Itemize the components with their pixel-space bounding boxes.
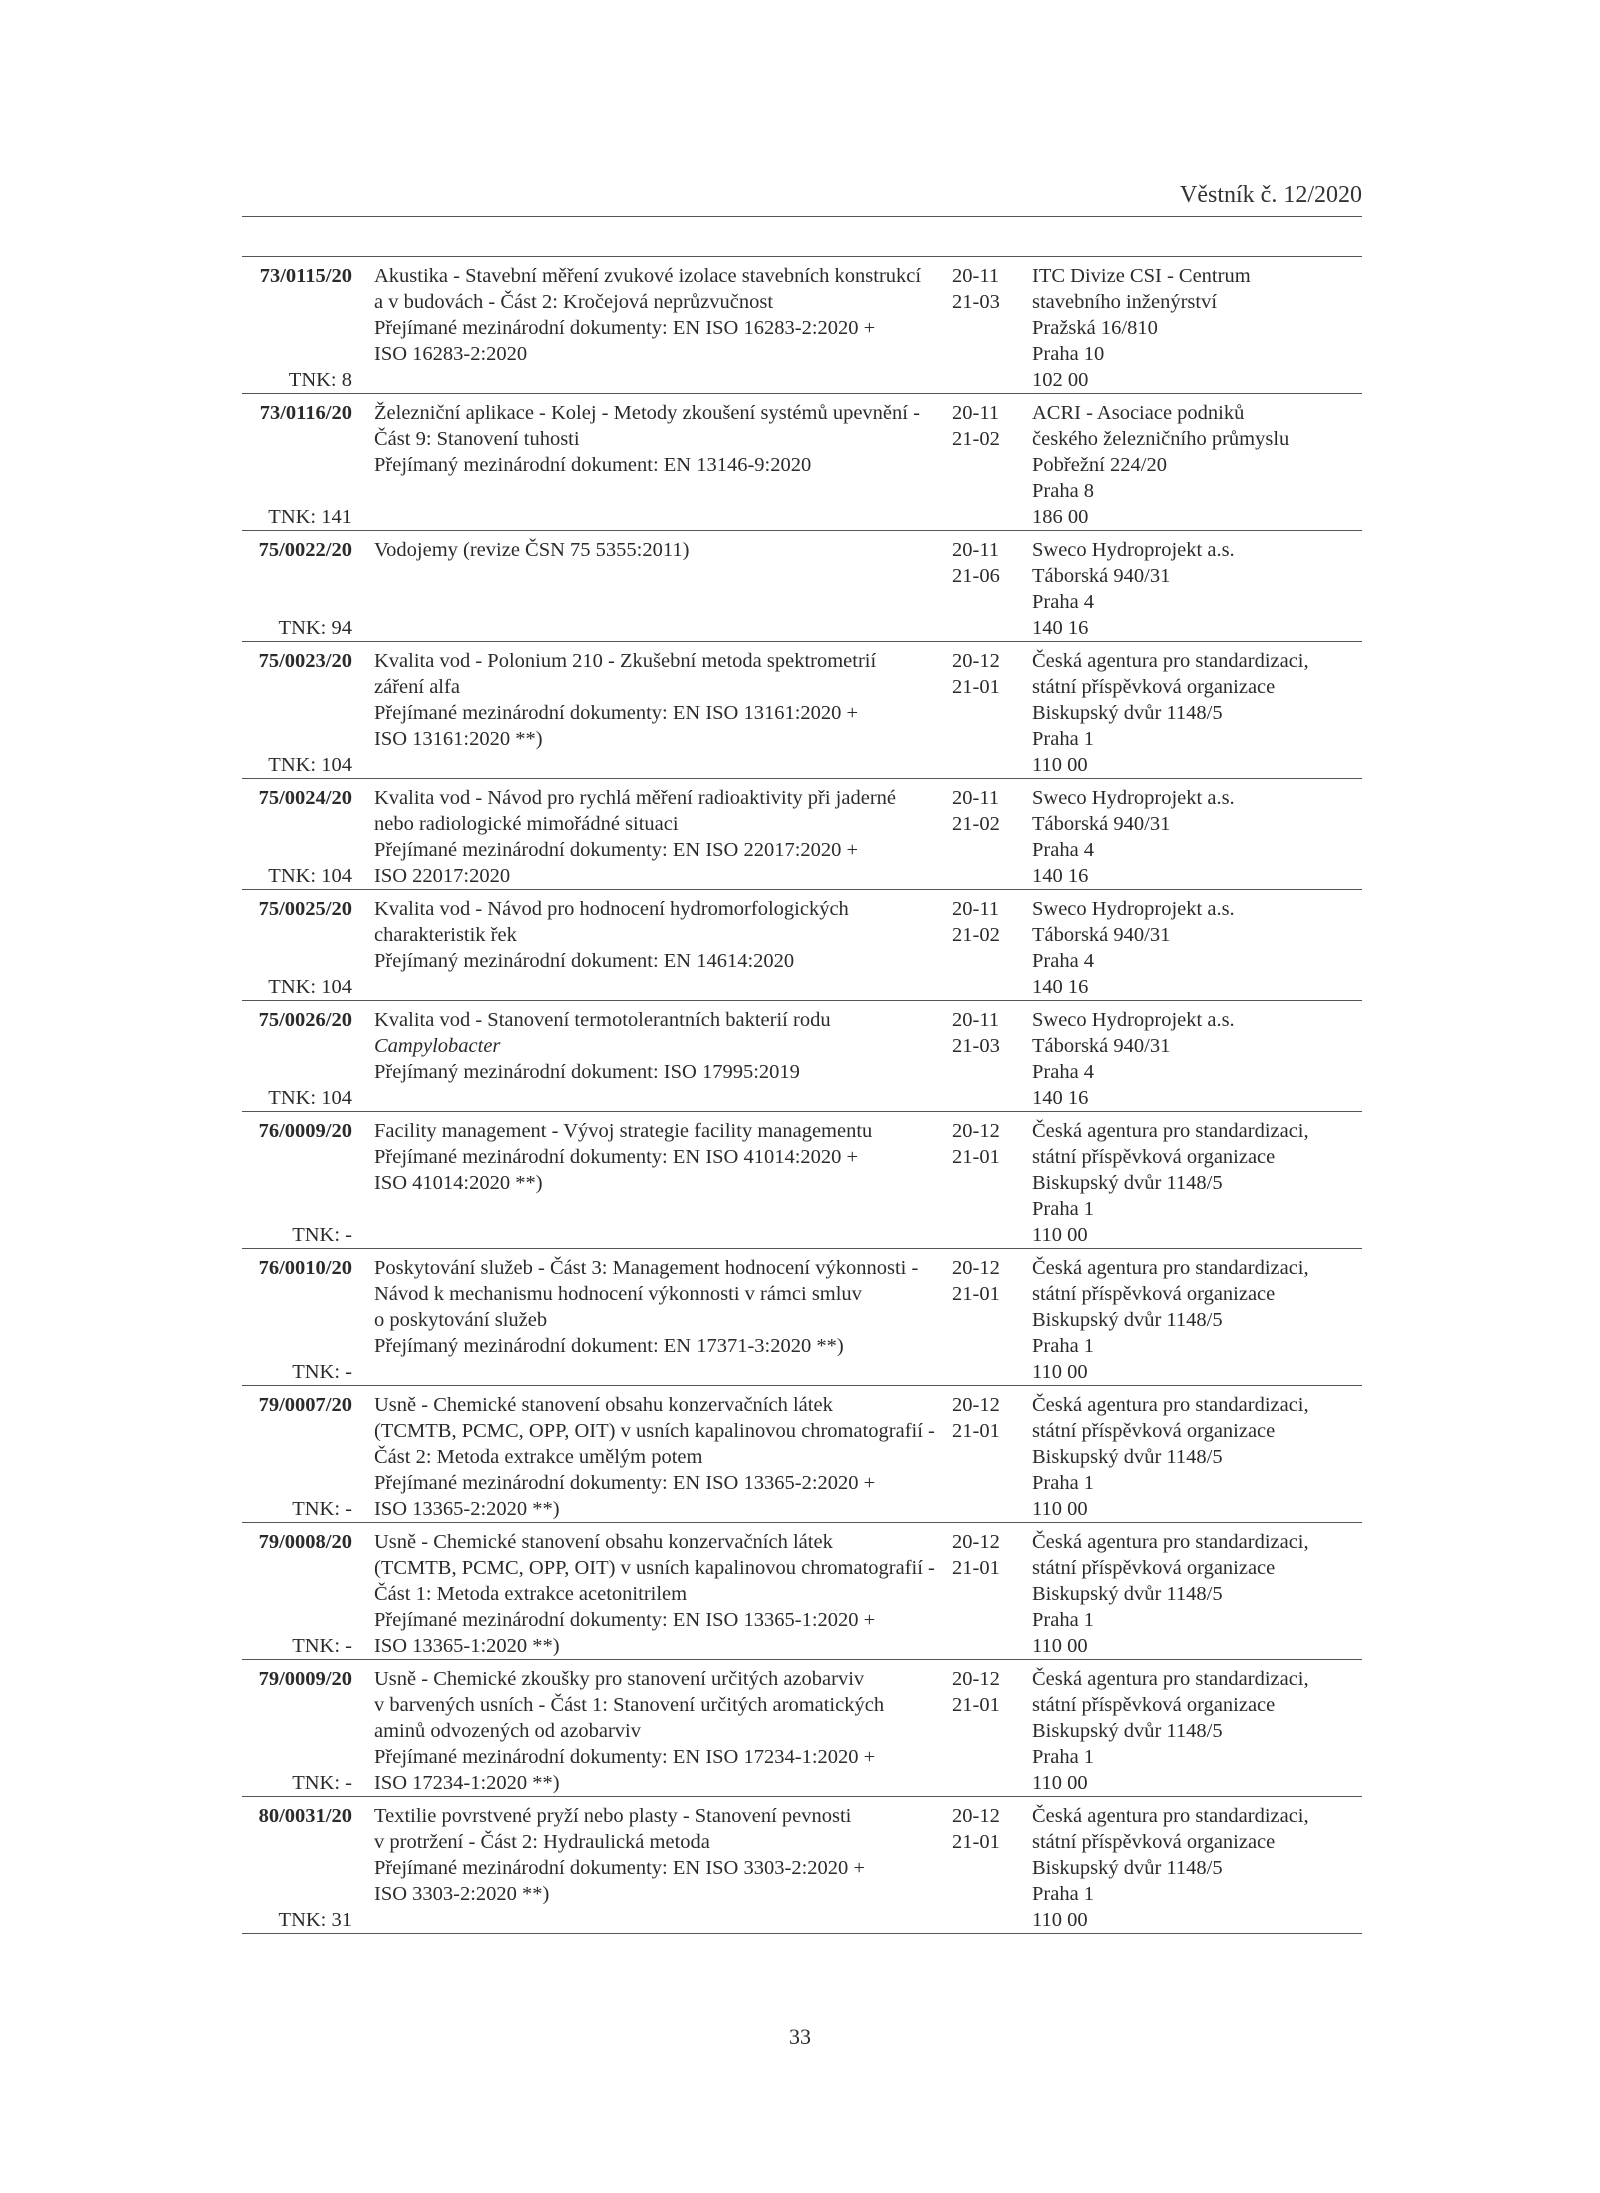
description-cell-line: Přejímaný mezinárodní dokument: EN 14614:2020 (374, 950, 795, 972)
table-row (242, 1797, 1362, 1934)
description-cell (374, 1255, 952, 1385)
table-row (242, 1386, 1362, 1523)
description-cell-line: Železniční aplikace - Kolej - Metody zkoušení systémů upevnění - (374, 402, 920, 424)
tnk-label: TNK: 104 (268, 976, 352, 998)
dates-cell (952, 263, 1032, 393)
organization-cell (1032, 1392, 1362, 1522)
table-row (242, 890, 1362, 1001)
organization-cell-line: Sweco Hydroprojekt a.s. (1032, 539, 1235, 561)
organization-cell-line: ITC Divize CSI - Centrum (1032, 265, 1251, 287)
description-cell (374, 537, 952, 641)
dates-cell (952, 1392, 1032, 1522)
description-cell-line: Usně - Chemické stanovení obsahu konzervačních látek (374, 1394, 833, 1416)
description-cell-line: Část 1: Metoda extrakce acetonitrilem (374, 1583, 688, 1605)
organization-cell-line: Praha 10 (1032, 343, 1105, 365)
dates-cell-line: 20-12 (952, 1394, 1000, 1416)
dates-cell-line: 21-01 (952, 676, 1000, 698)
dates-cell-line: 21-02 (952, 813, 1000, 835)
description-cell-line: Campylobacter (374, 1035, 501, 1057)
organization-cell-line: Táborská 940/31 (1032, 565, 1171, 587)
organization-cell (1032, 400, 1362, 530)
organization-cell-line: Táborská 940/31 (1032, 813, 1171, 835)
description-cell-line: Akustika - Stavební měření zvukové izolace stavebních konstrukcí (374, 265, 922, 287)
organization-cell-line: 110 00 (1032, 1909, 1088, 1931)
tnk-label: TNK: 104 (268, 754, 352, 776)
organization-cell (1032, 896, 1362, 1000)
row-id-cell (242, 1803, 352, 1933)
row-id-cell (242, 1255, 352, 1385)
description-cell (374, 1803, 952, 1933)
dates-cell-line: 21-06 (952, 565, 1000, 587)
organization-cell-line: Česká agentura pro standardizaci, (1032, 650, 1309, 672)
description-cell (374, 1392, 952, 1522)
description-cell-line: (TCMTB, PCMC, OPP, OIT) v usních kapalinovou chromatografií - (374, 1557, 935, 1579)
tnk-label: TNK: 8 (288, 369, 352, 391)
organization-cell-line: 110 00 (1032, 754, 1088, 776)
tnk-label: TNK: - (292, 1635, 352, 1657)
dates-cell (952, 1007, 1032, 1111)
organization-cell-line: Praha 1 (1032, 1746, 1095, 1768)
organization-cell-line: Pobřežní 224/20 (1032, 454, 1167, 476)
dates-cell-line: 20-11 (952, 539, 1000, 561)
organization-cell-line: českého železničního průmyslu (1032, 428, 1290, 450)
tnk-label: TNK: 141 (268, 506, 352, 528)
description-cell-line: v protržení - Část 2: Hydraulická metoda (374, 1831, 710, 1853)
dates-cell-line: 20-11 (952, 1009, 1000, 1031)
dates-cell (952, 1118, 1032, 1248)
standards-table (242, 256, 1362, 1934)
organization-cell (1032, 1255, 1362, 1385)
row-id-cell (242, 263, 352, 393)
dates-cell-line: 21-01 (952, 1146, 1000, 1168)
description-cell-line: Část 9: Stanovení tuhosti (374, 428, 580, 450)
organization-cell-line: Česká agentura pro standardizaci, (1032, 1257, 1309, 1279)
organization-cell-line: Biskupský dvůr 1148/5 (1032, 1720, 1223, 1742)
description-cell-line: Přejímané mezinárodní dokumenty: EN ISO 13161:2020 + (374, 702, 859, 724)
organization-cell-line: 110 00 (1032, 1224, 1088, 1246)
organization-cell-line: Biskupský dvůr 1148/5 (1032, 1446, 1223, 1468)
organization-cell-line: Česká agentura pro standardizaci, (1032, 1394, 1309, 1416)
tnk-label: TNK: - (292, 1498, 352, 1520)
project-number: 73/0116/20 (259, 402, 352, 424)
table-row (242, 394, 1362, 531)
project-number: 79/0007/20 (258, 1394, 352, 1416)
description-cell (374, 1007, 952, 1111)
organization-cell-line: Praha 1 (1032, 1198, 1095, 1220)
project-number: 79/0009/20 (258, 1668, 352, 1690)
tnk-label: TNK: - (292, 1772, 352, 1794)
description-cell-line: Kvalita vod - Návod pro rychlá měření radioaktivity při jaderné (374, 787, 896, 809)
dates-cell-line: 20-11 (952, 787, 1000, 809)
organization-cell-line: Táborská 940/31 (1032, 924, 1171, 946)
tnk-label: TNK: 94 (278, 617, 352, 639)
description-cell-line: záření alfa (374, 676, 460, 698)
organization-cell-line: Táborská 940/31 (1032, 1035, 1171, 1057)
organization-cell-line: státní příspěvková organizace (1032, 1557, 1276, 1579)
description-cell (374, 785, 952, 889)
description-cell (374, 400, 952, 530)
description-cell-line: (TCMTB, PCMC, OPP, OIT) v usních kapalinovou chromatografií - (374, 1420, 935, 1442)
table-row (242, 642, 1362, 779)
dates-cell-line: 20-12 (952, 1120, 1000, 1142)
organization-cell-line: Sweco Hydroprojekt a.s. (1032, 787, 1235, 809)
tnk-label: TNK: - (292, 1224, 352, 1246)
organization-cell (1032, 648, 1362, 778)
description-cell-line: Kvalita vod - Návod pro hodnocení hydromorfologických (374, 898, 849, 920)
table-row (242, 1112, 1362, 1249)
dates-cell (952, 1803, 1032, 1933)
dates-cell-line: 20-11 (952, 265, 1000, 287)
table-row (242, 779, 1362, 890)
organization-cell-line: 110 00 (1032, 1498, 1088, 1520)
organization-cell-line: Biskupský dvůr 1148/5 (1032, 1857, 1223, 1879)
organization-cell-line: Sweco Hydroprojekt a.s. (1032, 898, 1235, 920)
description-cell-line: Kvalita vod - Polonium 210 - Zkušební metoda spektrometrií (374, 650, 877, 672)
organization-cell-line: Sweco Hydroprojekt a.s. (1032, 1009, 1235, 1031)
dates-cell (952, 1255, 1032, 1385)
organization-cell (1032, 263, 1362, 393)
organization-cell-line: státní příspěvková organizace (1032, 1420, 1276, 1442)
organization-cell (1032, 1118, 1362, 1248)
description-cell-line: ISO 41014:2020 **) (374, 1172, 543, 1194)
description-cell-line: aminů odvozených od azobarviv (374, 1720, 641, 1742)
project-number: 79/0008/20 (258, 1531, 352, 1553)
project-number: 75/0025/20 (258, 898, 352, 920)
organization-cell (1032, 1529, 1362, 1659)
tnk-label: TNK: 104 (268, 1087, 352, 1109)
description-cell-line: ISO 22017:2020 (374, 865, 511, 887)
header-rule (242, 216, 1362, 217)
project-number: 75/0023/20 (258, 650, 352, 672)
dates-cell-line: 20-12 (952, 1257, 1000, 1279)
row-id-cell (242, 896, 352, 1000)
description-cell-line: Usně - Chemické zkoušky pro stanovení určitých azobarviv (374, 1668, 865, 1690)
organization-cell-line: Česká agentura pro standardizaci, (1032, 1805, 1309, 1827)
organization-cell-line: Biskupský dvůr 1148/5 (1032, 1583, 1223, 1605)
organization-cell-line: 110 00 (1032, 1635, 1088, 1657)
organization-cell-line: Praha 4 (1032, 839, 1095, 861)
dates-cell (952, 648, 1032, 778)
dates-cell (952, 400, 1032, 530)
description-cell-line: Přejímaný mezinárodní dokument: EN 13146-9:2020 (374, 454, 812, 476)
tnk-label: TNK: 104 (268, 865, 352, 887)
dates-cell-line: 21-02 (952, 924, 1000, 946)
description-cell-line: Vodojemy (revize ČSN 75 5355:2011) (374, 539, 690, 561)
description-cell-line: ISO 13161:2020 **) (374, 728, 543, 750)
project-number: 75/0024/20 (258, 787, 352, 809)
project-number: 75/0026/20 (258, 1009, 352, 1031)
table-row (242, 531, 1362, 642)
organization-cell-line: Biskupský dvůr 1148/5 (1032, 1309, 1223, 1331)
organization-cell-line: Praha 1 (1032, 1472, 1095, 1494)
description-cell (374, 648, 952, 778)
description-cell-line: ISO 16283-2:2020 (374, 343, 528, 365)
description-cell-line: a v budovách - Část 2: Kročejová neprůzvučnost (374, 291, 774, 313)
organization-cell-line: Praha 4 (1032, 950, 1095, 972)
organization-cell-line: státní příspěvková organizace (1032, 1146, 1276, 1168)
dates-cell-line: 21-01 (952, 1283, 1000, 1305)
description-cell-line: v barvených usních - Část 1: Stanovení určitých aromatických (374, 1694, 885, 1716)
organization-cell-line: 140 16 (1032, 1087, 1089, 1109)
description-cell-line: Přejímané mezinárodní dokumenty: EN ISO 13365-2:2020 + (374, 1472, 876, 1494)
project-number: 76/0010/20 (258, 1257, 352, 1279)
organization-cell-line: státní příspěvková organizace (1032, 1283, 1276, 1305)
description-cell-line: Přejímané mezinárodní dokumenty: EN ISO 22017:2020 + (374, 839, 859, 861)
row-id-cell (242, 785, 352, 889)
project-number: 75/0022/20 (258, 539, 352, 561)
organization-cell-line: Praha 8 (1032, 480, 1095, 502)
organization-cell-line: Pražská 16/810 (1032, 317, 1158, 339)
organization-cell-line: 186 00 (1032, 506, 1089, 528)
row-id-cell (242, 537, 352, 641)
project-number: 73/0115/20 (259, 265, 352, 287)
dates-cell (952, 785, 1032, 889)
organization-cell (1032, 1007, 1362, 1111)
organization-cell (1032, 1803, 1362, 1933)
organization-cell-line: Praha 1 (1032, 1335, 1095, 1357)
row-id-cell (242, 1007, 352, 1111)
project-number: 76/0009/20 (258, 1120, 352, 1142)
description-cell-line: ISO 13365-1:2020 **) (374, 1635, 560, 1657)
description-cell-line: Usně - Chemické stanovení obsahu konzervačních látek (374, 1531, 833, 1553)
description-cell-line: ISO 3303-2:2020 **) (374, 1883, 550, 1905)
organization-cell-line: 140 16 (1032, 865, 1089, 887)
table-row (242, 1001, 1362, 1112)
description-cell-line: Přejímané mezinárodní dokumenty: EN ISO 13365-1:2020 + (374, 1609, 876, 1631)
organization-cell-line: Biskupský dvůr 1148/5 (1032, 1172, 1223, 1194)
dates-cell-line: 20-12 (952, 1805, 1000, 1827)
tnk-label: TNK: - (292, 1361, 352, 1383)
organization-cell-line: 102 00 (1032, 369, 1089, 391)
organization-cell-line: Praha 4 (1032, 1061, 1095, 1083)
description-cell (374, 1666, 952, 1796)
description-cell-line: Část 2: Metoda extrakce umělým potem (374, 1446, 703, 1468)
table-row (242, 1660, 1362, 1797)
description-cell (374, 896, 952, 1000)
organization-cell-line: Česká agentura pro standardizaci, (1032, 1531, 1309, 1553)
description-cell-line: Návod k mechanismu hodnocení výkonnosti v rámci smluv (374, 1283, 862, 1305)
row-id-cell (242, 400, 352, 530)
description-cell-line: nebo radiologické mimořádné situaci (374, 813, 679, 835)
row-id-cell (242, 1529, 352, 1659)
description-cell-line: Přejímaný mezinárodní dokument: ISO 17995:2019 (374, 1061, 800, 1083)
description-cell-line: Přejímané mezinárodní dokumenty: EN ISO 3303-2:2020 + (374, 1857, 865, 1879)
organization-cell-line: Česká agentura pro standardizaci, (1032, 1668, 1309, 1690)
organization-cell-line: Biskupský dvůr 1148/5 (1032, 702, 1223, 724)
dates-cell-line: 21-03 (952, 291, 1000, 313)
description-cell-line: Přejímané mezinárodní dokumenty: EN ISO 16283-2:2020 + (374, 317, 876, 339)
organization-cell-line: státní příspěvková organizace (1032, 1831, 1276, 1853)
organization-cell-line: stavebního inženýrství (1032, 291, 1218, 313)
dates-cell-line: 21-01 (952, 1694, 1000, 1716)
organization-cell (1032, 785, 1362, 889)
organization-cell-line: Praha 1 (1032, 728, 1095, 750)
description-cell-line: Textilie povrstvené pryží nebo plasty - Stanovení pevnosti (374, 1805, 852, 1827)
dates-cell-line: 20-11 (952, 402, 1000, 424)
organization-cell-line: 110 00 (1032, 1361, 1088, 1383)
dates-cell-line: 21-01 (952, 1557, 1000, 1579)
dates-cell (952, 896, 1032, 1000)
table-row (242, 257, 1362, 394)
description-cell-line: Přejímaný mezinárodní dokument: EN 17371-3:2020 **) (374, 1335, 844, 1357)
dates-cell-line: 21-02 (952, 428, 1000, 450)
description-cell (374, 263, 952, 393)
description-cell (374, 1529, 952, 1659)
row-id-cell (242, 1392, 352, 1522)
organization-cell-line: 110 00 (1032, 1772, 1088, 1794)
dates-cell-line: 20-12 (952, 1531, 1000, 1553)
description-cell (374, 1118, 952, 1248)
table-row (242, 1249, 1362, 1386)
dates-cell-line: 20-12 (952, 1668, 1000, 1690)
organization-cell-line: Praha 1 (1032, 1609, 1095, 1631)
dates-cell-line: 21-01 (952, 1420, 1000, 1442)
organization-cell-line: státní příspěvková organizace (1032, 1694, 1276, 1716)
dates-cell (952, 537, 1032, 641)
description-cell-line: Přejímané mezinárodní dokumenty: EN ISO 17234-1:2020 + (374, 1746, 876, 1768)
organization-cell-line: státní příspěvková organizace (1032, 676, 1276, 698)
dates-cell (952, 1666, 1032, 1796)
dates-cell-line: 20-12 (952, 650, 1000, 672)
description-cell-line: Poskytování služeb - Část 3: Management hodnocení výkonnosti - (374, 1257, 919, 1279)
organization-cell (1032, 537, 1362, 641)
organization-cell-line: Praha 4 (1032, 591, 1095, 613)
row-id-cell (242, 1666, 352, 1796)
project-number: 80/0031/20 (258, 1805, 352, 1827)
organization-cell-line: Česká agentura pro standardizaci, (1032, 1120, 1309, 1142)
page-number: 33 (789, 2024, 811, 2049)
description-cell-line: charakteristik řek (374, 924, 517, 946)
description-cell-line: Kvalita vod - Stanovení termotolerantních bakterií rodu (374, 1009, 831, 1031)
description-cell-line: Facility management - Vývoj strategie facility managementu (374, 1120, 873, 1142)
description-cell-line: ISO 17234-1:2020 **) (374, 1772, 560, 1794)
organization-cell-line: Praha 1 (1032, 1883, 1095, 1905)
organization-cell-line: 140 16 (1032, 617, 1089, 639)
tnk-label: TNK: 31 (278, 1909, 352, 1931)
organization-cell-line: ACRI - Asociace podniků (1032, 402, 1245, 424)
page-header: Věstník č. 12/2020 (1180, 182, 1362, 208)
description-cell-line: Přejímané mezinárodní dokumenty: EN ISO 41014:2020 + (374, 1146, 859, 1168)
row-id-cell (242, 648, 352, 778)
organization-cell (1032, 1666, 1362, 1796)
dates-cell-line: 21-01 (952, 1831, 1000, 1853)
description-cell-line: ISO 13365-2:2020 **) (374, 1498, 560, 1520)
row-id-cell (242, 1118, 352, 1248)
dates-cell-line: 20-11 (952, 898, 1000, 920)
dates-cell (952, 1529, 1032, 1659)
dates-cell-line: 21-03 (952, 1035, 1000, 1057)
table-row (242, 1523, 1362, 1660)
organization-cell-line: 140 16 (1032, 976, 1089, 998)
description-cell-line: o poskytování služeb (374, 1309, 548, 1331)
